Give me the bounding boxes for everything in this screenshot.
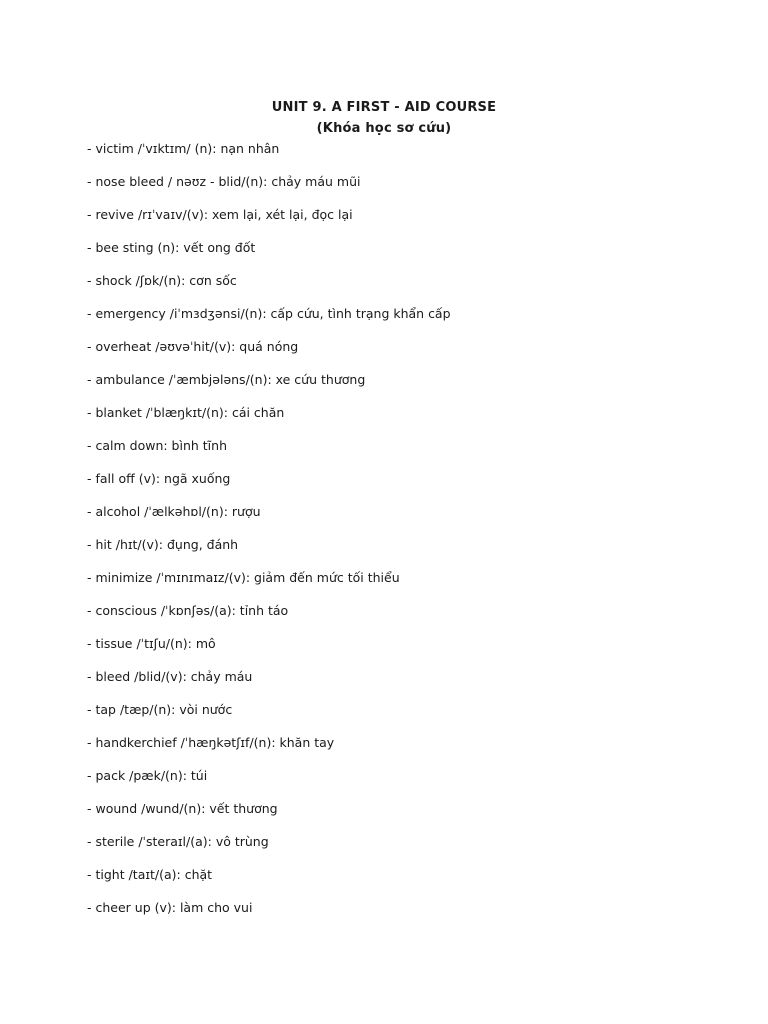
vocab-entry-revive: - revive /rɪˈvaɪv/(v): xem lại, xét lại, đọc lại <box>87 207 353 222</box>
vocabulary-list <box>87 139 707 931</box>
vocab-entry-tissue: - tissue /ˈtɪʃu/(n): mô <box>87 636 216 651</box>
vocab-entry-emergency: - emergency /iˈmɜdʒənsi/(n): cấp cứu, tình trạng khẩn cấp <box>87 306 451 321</box>
vocab-entry-pack: - pack /pæk/(n): túi <box>87 768 208 783</box>
vocab-entry-tight: - tight /taɪt/(a): chặt <box>87 867 213 882</box>
vocab-entry-shock: - shock /ʃɒk/(n): cơn sốc <box>87 273 237 288</box>
vocab-entry-alcohol: - alcohol /ˈælkəhɒl/(n): rượu <box>87 504 261 519</box>
vocab-entry-cheer-up: - cheer up (v): làm cho vui <box>87 900 253 915</box>
vocab-entry-calm-down: - calm down: bình tĩnh <box>87 438 227 453</box>
vocab-entry-hit: - hit /hɪt/(v): đụng, đánh <box>87 537 239 552</box>
vocab-entry-bleed: - bleed /blid/(v): chảy máu <box>87 669 253 684</box>
vocab-entry-conscious: - conscious /ˈkɒnʃəs/(a): tỉnh táo <box>87 603 289 618</box>
vocab-entry-victim: - victim /ˈvɪktɪm/ (n): nạn nhân <box>87 141 280 156</box>
vocab-entry-minimize: - minimize /ˈmɪnɪmaɪz/(v): giảm đến mức tối thiểu <box>87 570 400 585</box>
vocab-entry-ambulance: - ambulance /ˈæmbjələns/(n): xe cứu thương <box>87 372 366 387</box>
vocab-entry-handkerchief: - handkerchief /ˈhæŋkətʃɪf/(n): khăn tay <box>87 735 335 750</box>
vocab-entry-wound: - wound /wund/(n): vết thương <box>87 801 278 816</box>
vocab-entry-sterile: - sterile /ˈsteraɪl/(a): vô trùng <box>87 834 269 849</box>
vocab-entry-blanket: - blanket /ˈblæŋkɪt/(n): cái chăn <box>87 405 285 420</box>
title-block <box>0 97 768 139</box>
document-title: UNIT 9. A FIRST - AID COURSE <box>271 100 497 115</box>
vocab-entry-bee-sting: - bee sting (n): vết ong đốt <box>87 240 256 255</box>
vocab-entry-nose-bleed: - nose bleed / nəʊz - blid/(n): chảy máu mũi <box>87 174 361 189</box>
document-subtitle: (Khóa học sơ cứu) <box>316 121 452 136</box>
vocab-entry-overheat: - overheat /əʊvəˈhit/(v): quá nóng <box>87 339 299 354</box>
vocab-entry-tap: - tap /tæp/(n): vòi nước <box>87 702 233 717</box>
vocab-entry-fall-off: - fall off (v): ngã xuống <box>87 471 231 486</box>
